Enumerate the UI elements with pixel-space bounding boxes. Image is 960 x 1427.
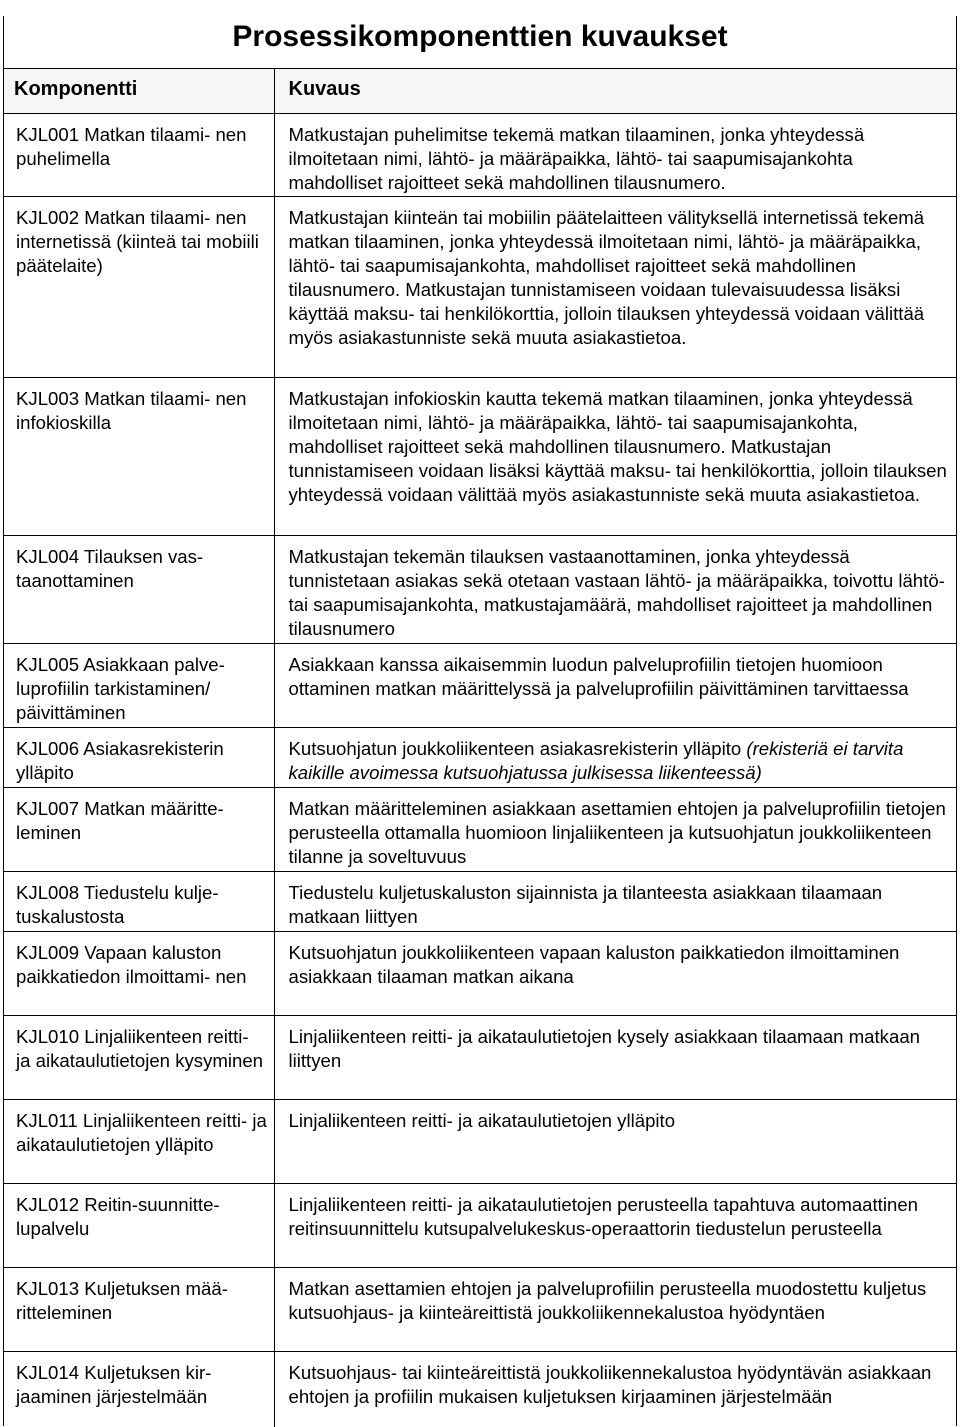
description-italic-note: (rekisteriä ei tarvita kaikille avoimessa kutsuohjatussa julkisessa liikenteessä): [288, 738, 904, 783]
table-row: [4, 788, 956, 872]
component-cell: KJL005 Asiakkaan palve- luprofiilin tarkistaminen/ päivittäminen: [4, 644, 274, 728]
description-cell: Asiakkaan kanssa aikaisemmin luodun palveluprofiilin tietojen huomioon ottaminen matkan määrittelyssä ja palveluprofiilin päivittäminen tarvittaessa: [274, 644, 956, 728]
table-row: [4, 644, 956, 728]
description-cell: Matkan määritteleminen asiakkaan asettamien ehtojen ja palveluprofiilin tietojen perusteella ottamalla huomioon linjaliikenteen ja kutsuohjatun joukkoliikenteen tilanne ja soveltuvuus: [274, 788, 956, 872]
table-row: [4, 872, 956, 932]
description-cell: Kutsuohjatun joukkoliikenteen vapaan kaluston paikkatiedon ilmoittaminen asiakkaan tilaaman matkan aikana: [274, 932, 956, 1016]
component-cell: KJL001 Matkan tilaami- nen puhelimella: [4, 114, 274, 197]
component-cell: KJL012 Reitin-suunnitte- lupalvelu: [4, 1184, 274, 1268]
component-cell: KJL006 Asiakasrekisterin ylläpito: [4, 728, 274, 788]
description-cell: Matkustajan infokioskin kautta tekemä matkan tilaaminen, jonka yhteydessä ilmoitetaan nimi, lähtö- ja määräpaikka, lähtö- tai saapumisajankohta, mahdolliset rajoitteet sekä mahdollinen tilausnumero. Matkustajan tunnistamiseen voidaan lisäksi käyttää maksu- tai henkilökorttia, jolloin tilauksen yhteydessä voidaan välittää myös asiakastunniste sekä muuta asiakastietoa.: [274, 378, 956, 536]
description-cell: Linjaliikenteen reitti- ja aikataulutietojen ylläpito: [274, 1100, 956, 1184]
table-row: [4, 536, 956, 644]
header-component: Komponentti: [4, 69, 274, 114]
table-row: [4, 1016, 956, 1100]
description-cell: [274, 728, 956, 788]
component-cell: KJL009 Vapaan kaluston paikkatiedon ilmoittami- nen: [4, 932, 274, 1016]
table-header-row: [4, 69, 956, 114]
component-cell: KJL002 Matkan tilaami- nen internetissä (kiinteä tai mobiili päätelaite): [4, 197, 274, 378]
table-row: [4, 728, 956, 788]
table-row: [4, 1184, 956, 1268]
component-cell: KJL003 Matkan tilaami- nen infokioskilla: [4, 378, 274, 536]
table-row: [4, 378, 956, 536]
description-cell: Kutsuohjaus- tai kiinteäreittistä joukkoliikennekalustoa hyödyntävän asiakkaan ehtojen ja profiilin mukaisen kuljetuksen kirjaaminen järjestelmään: [274, 1352, 956, 1427]
page-title: Prosessikomponenttien kuvaukset: [232, 20, 728, 53]
component-cell: KJL008 Tiedustelu kulje- tuskalustosta: [4, 872, 274, 932]
description-cell: Matkan asettamien ehtojen ja palveluprofiilin perusteella muodostettu kuljetus kutsuohjaus- ja kiinteäreittistä joukkoliikennekalustoa hyödyntäen: [274, 1268, 956, 1352]
description-cell: Linjaliikenteen reitti- ja aikataulutietojen perusteella tapahtuva automaattinen reitinsuunnittelu kutsupalvelukeskus-operaattorin tiedustelun perusteella: [274, 1184, 956, 1268]
document-page: [3, 16, 957, 1426]
description-cell: Tiedustelu kuljetuskaluston sijainnista ja tilanteesta asiakkaan tilaamaan matkaan liittyen: [274, 872, 956, 932]
header-description: Kuvaus: [274, 69, 956, 114]
description-text: Kutsuohjatun joukkoliikenteen asiakasrekisterin ylläpito: [288, 738, 747, 759]
component-cell: KJL004 Tilauksen vas- taanottaminen: [4, 536, 274, 644]
component-cell: KJL010 Linjaliikenteen reitti- ja aikataulutietojen kysyminen: [4, 1016, 274, 1100]
table-row: [4, 197, 956, 378]
description-cell: Linjaliikenteen reitti- ja aikataulutietojen kysely asiakkaan tilaamaan matkaan liittyen: [274, 1016, 956, 1100]
description-cell: Matkustajan puhelimitse tekemä matkan tilaaminen, jonka yhteydessä ilmoitetaan nimi, lähtö- ja määräpaikka, lähtö- tai saapumisajankohta mahdolliset rajoitteet sekä mahdollinen tilausnumero.: [274, 114, 956, 197]
table-row: [4, 1100, 956, 1184]
component-cell: KJL007 Matkan määritte- leminen: [4, 788, 274, 872]
table-row: [4, 932, 956, 1016]
description-cell: Matkustajan kiinteän tai mobiilin päätelaitteen välityksellä internetissä tekemä matkan tilaaminen, jonka yhteydessä ilmoitetaan nimi, lähtö- ja määräpaikka, lähtö- tai saapumisajankohta, mahdolliset rajoitteet sekä mahdollinen tilausnumero. Matkustajan tunnistamiseen voidaan tulevaisuudessa lisäksi käyttää maksu- tai henkilökorttia, jolloin tilauksen yhteydessä voidaan välittää myös asiakastunniste sekä muuta asiakastietoa.: [274, 197, 956, 378]
table-row: [4, 1352, 956, 1427]
component-cell: KJL011 Linjaliikenteen reitti- ja aikataulutietojen ylläpito: [4, 1100, 274, 1184]
component-cell: KJL014 Kuljetuksen kir- jaaminen järjestelmään: [4, 1352, 274, 1427]
description-cell: Matkustajan tekemän tilauksen vastaanottaminen, jonka yhteydessä tunnistetaan asiakas sekä otetaan vastaan lähtö- ja määräpaikka, toivottu lähtö- tai saapumisajankohta, matkustajamäärä, mahdolliset rajoitteet ja mahdollinen tilausnumero: [274, 536, 956, 644]
table-row: [4, 114, 956, 197]
component-cell: KJL013 Kuljetuksen mää- ritteleminen: [4, 1268, 274, 1352]
component-table: [4, 68, 956, 1427]
table-row: [4, 1268, 956, 1352]
